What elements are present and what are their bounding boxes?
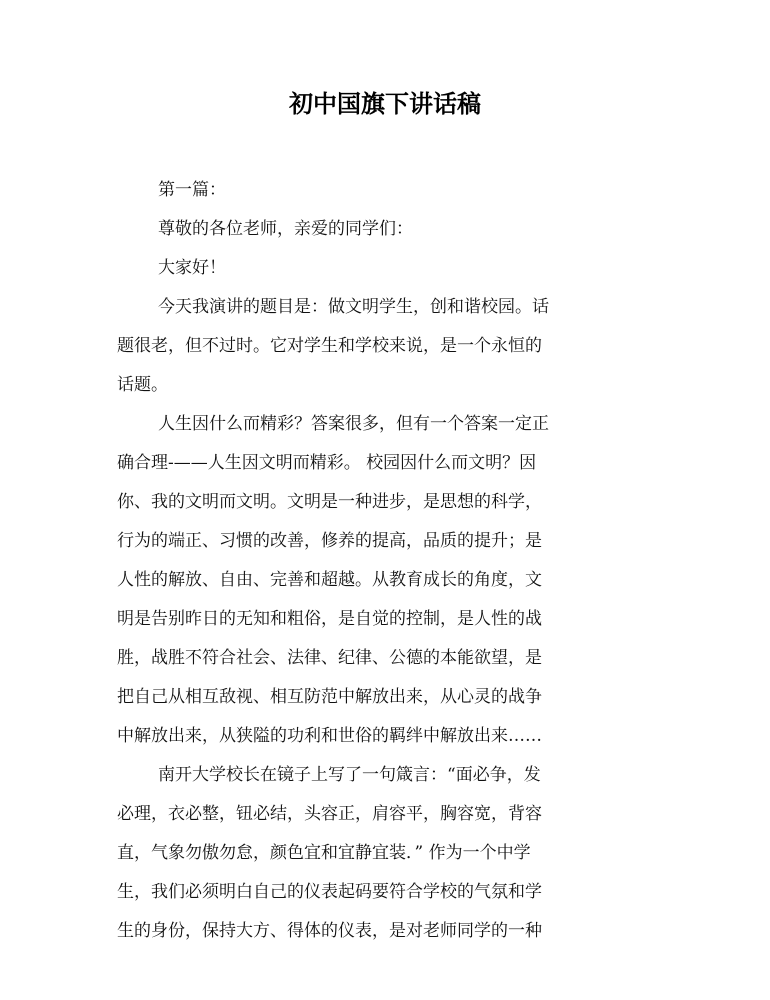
document-body	[117, 171, 657, 951]
text-line: 话题。	[117, 375, 168, 395]
text-line: 第一篇：	[158, 180, 226, 200]
text-line: 中解放出来，从狭隘的功利和世俗的羁绊中解放出来……	[117, 726, 542, 746]
text-line: 胜，战胜不符合社会、法律、纪律、公德的本能欲望，是	[117, 648, 542, 668]
text-line: 你、我的文明而文明。文明是一种进步，是思想的科学，	[117, 492, 542, 512]
text-line: 行为的端正、习惯的改善，修养的提高，品质的提升；是	[117, 531, 542, 551]
text-line: 人生因什么而精彩？答案很多，但有一个答案一定正	[158, 414, 549, 434]
text-line: 把自己从相互敌视、相互防范中解放出来，从心灵的战争	[117, 687, 542, 707]
text-line: 大家好！	[158, 258, 226, 278]
text-line: 生，我们必须明白自己的仪表起码要符合学校的气氛和学	[117, 882, 542, 902]
text-line: 人性的解放、自由、完善和超越。从教育成长的角度，文	[117, 570, 542, 590]
text-line: 必理，衣必整，钮必结，头容正，肩容平，胸容宽，背容	[117, 804, 542, 824]
text-line: 生的身份，保持大方、得体的仪表，是对老师同学的一种	[117, 921, 542, 941]
document-title: 初中国旗下讲话稿	[289, 90, 481, 118]
text-line: 确合理-——人生因文明而精彩。 校园因什么而文明？因	[117, 453, 537, 473]
text-line: 南开大学校长在镜子上写了一句箴言：“面必争，发	[158, 765, 541, 785]
text-line: 明是告别昨日的无知和粗俗，是自觉的控制，是人性的战	[117, 609, 542, 629]
text-line: 今天我演讲的题目是：做文明学生，创和谐校园。话	[158, 297, 549, 317]
text-line: 题很老，但不过时。它对学生和学校来说，是一个永恒的	[117, 336, 542, 356]
text-line: 尊敬的各位老师，亲爱的同学们：	[158, 219, 413, 239]
text-line: 直，气象勿傲勿怠，颜色宜和宜静宜装．” 作为一个中学	[117, 843, 531, 863]
